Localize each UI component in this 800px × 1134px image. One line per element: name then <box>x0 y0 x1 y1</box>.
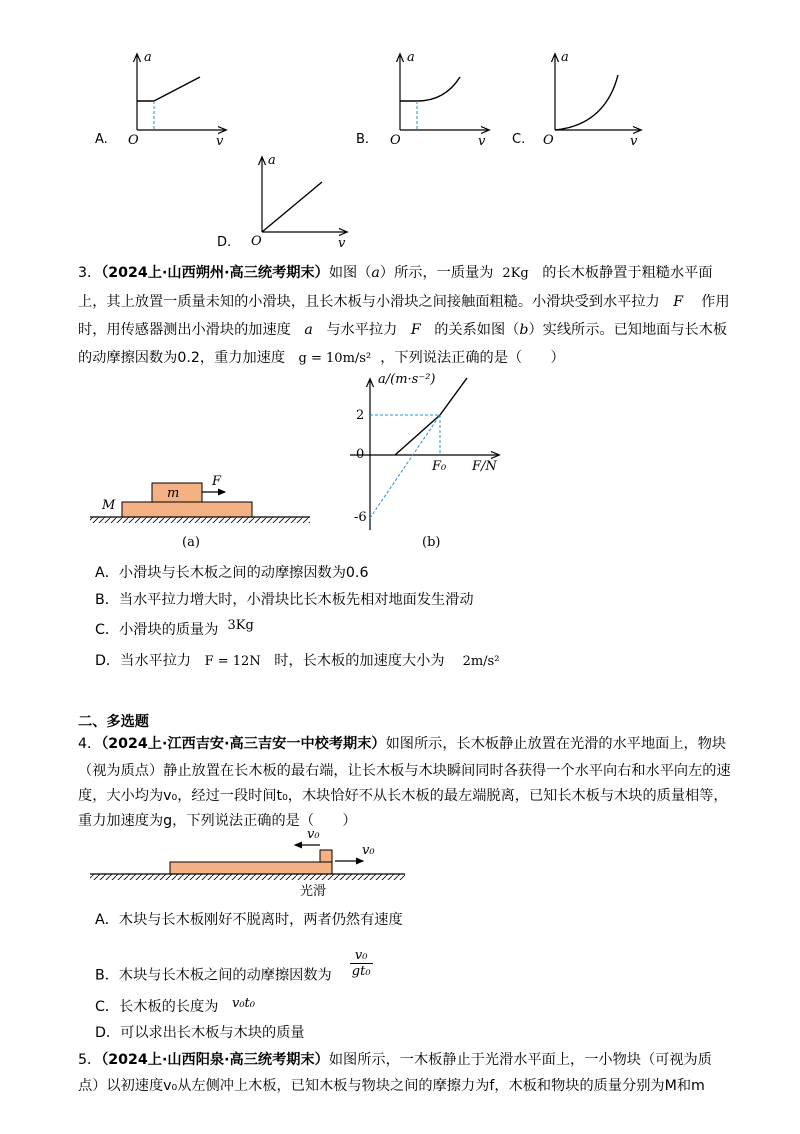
q3-option-d-text: 当水平拉力 <box>120 653 192 669</box>
q3-text-1a: 如图（ <box>328 265 372 281</box>
graph-d-axis-a: a <box>268 153 276 168</box>
graph-c-origin: O <box>543 133 554 148</box>
q5-line-2: 点）以初速度v₀从左侧冲上木板，已知木板与物块之间的摩擦力为f，木板和物块的质量分别为M和m <box>78 1078 705 1094</box>
q3-fig-b-ref: b <box>519 322 529 338</box>
q4-option-a[interactable] <box>95 910 403 930</box>
option-d-label[interactable]: D. <box>217 235 232 250</box>
graph-a-origin: O <box>128 133 139 148</box>
q3-text-3b: 与水平拉力 <box>326 322 398 338</box>
graph-d-axis-v: v <box>338 236 346 251</box>
q4-line-4: 重力加速度为g，下列说法正确的是（ ） <box>78 813 357 829</box>
q3-text-1b: ）所示，一质量为 <box>379 265 494 281</box>
q4-option-b-numerator: v₀ <box>350 948 373 964</box>
q3-accel-a: a <box>304 322 313 338</box>
q3-fig-a-M: M <box>102 498 116 513</box>
q3-option-b-text: 当水平拉力增大时，小滑块比长木板先相对地面发生滑动 <box>118 592 474 608</box>
q5-text-1: 如图所示，一木板静止于光滑水平面上，一小物块（可视为质 <box>328 1052 712 1068</box>
q3-option-a[interactable] <box>95 563 368 583</box>
q3-text-3c: 的关系如图（ <box>434 322 520 338</box>
q3-fig-b-F0: F₀ <box>432 459 447 474</box>
q4-option-c-text: 长木板的长度为 <box>119 999 219 1015</box>
graph-b-axis-a: a <box>407 50 415 65</box>
q3-fig-b-ym6: -6 <box>354 510 367 525</box>
q4-option-d-label: D． <box>95 1025 121 1041</box>
q4-figure <box>80 828 420 888</box>
option-c-label[interactable]: C. <box>512 132 526 147</box>
q3-option-d[interactable] <box>95 651 499 672</box>
q3-number: 3． <box>78 265 102 281</box>
q4-option-c-label: C． <box>95 999 120 1015</box>
q3-force-f-2: F <box>410 322 421 338</box>
graph-d <box>262 158 346 232</box>
q4-option-b[interactable] <box>95 948 373 991</box>
q4-option-b-denominator: gt₀ <box>351 964 371 979</box>
q4-option-d[interactable] <box>95 1023 305 1043</box>
q2-option-graphs <box>0 0 800 260</box>
q3-fig-b-ylabel: a/(m·s⁻²) <box>378 372 436 387</box>
graph-a-axis-v: v <box>216 134 224 149</box>
q5-line-1 <box>78 1050 738 1070</box>
q3-fig-b-y2: 2 <box>356 408 365 423</box>
q4-option-c[interactable] <box>95 997 255 1018</box>
q3-line-2 <box>78 292 738 312</box>
q3-force-f: F <box>673 294 684 310</box>
q4-option-c-math: v₀t₀ <box>231 996 255 1011</box>
q4-source: （2024上·江西吉安·高三吉安一中校考期末） <box>101 736 386 752</box>
q3-option-c[interactable] <box>95 620 254 641</box>
q4-option-b-label: B． <box>95 967 119 984</box>
q3-fig-b-y0: 0 <box>356 447 365 462</box>
q3-option-c-math: 3Kg <box>227 618 254 633</box>
q4-option-a-text: 木块与长木板刚好不脱离时，两者仍然有速度 <box>118 912 403 928</box>
q4-option-b-fraction <box>350 948 373 979</box>
q3-board <box>122 502 252 517</box>
q3-text-3a: 时，用传感器测出小滑块的加速度 <box>78 322 291 338</box>
q3-text-4b: ，下列说法正确的是（ ） <box>380 350 565 366</box>
q3-graph-line-1 <box>395 415 440 455</box>
graph-c <box>555 55 640 130</box>
q3-option-d-text2: 时，长木板的加速度大小为 <box>274 653 445 669</box>
q4-board <box>170 862 332 874</box>
q3-line-4 <box>78 348 738 369</box>
q3-text-2: 上，其上放置一质量未知的小滑块，且长木板与小滑块之间接触面粗糙。小滑块受到水平拉力 <box>78 294 660 310</box>
graph-a-axis-a: a <box>144 50 152 65</box>
q3-option-c-text: 小滑块的质量为 <box>119 622 219 638</box>
q3-graph-line-2 <box>440 378 467 415</box>
q4-number: 4． <box>78 736 102 752</box>
q4-fig-v0-right: v₀ <box>362 843 375 858</box>
q4-line-3: 度，大小均为v₀，经过一段时间t₀，木块恰好不从长木板的最左端脱离，已知长木板与木块的质量相等， <box>78 788 728 804</box>
q3-fig-a-caption: (a) <box>182 535 200 550</box>
graph-c-axis-v: v <box>630 134 638 149</box>
q3-option-d-math2: 2m/s² <box>462 654 500 669</box>
q3-text-2-end: 作用 <box>701 294 730 310</box>
q3-source: （2024上·山西朔州·高三统考期末） <box>101 265 329 281</box>
q3-text-1c: 的长木板静置于粗糙水平面 <box>542 265 713 281</box>
graph-b-axis-v: v <box>478 134 486 149</box>
q3-fig-a-m: m <box>167 486 180 501</box>
q3-text-4a: 的动摩擦因数为0.2，重力加速度 <box>78 350 286 366</box>
q3-text-3d: ）实线所示。已知地面与长木板 <box>528 322 728 338</box>
q4-block <box>320 850 332 862</box>
graph-d-origin: O <box>251 234 262 249</box>
q4-option-d-text: 可以求出长木板与木块的质量 <box>120 1025 305 1041</box>
option-b-label[interactable]: B. <box>356 132 370 147</box>
q3-option-d-label: D． <box>95 653 121 669</box>
q5-source: （2024上·山西阳泉·高三统考期末） <box>101 1052 329 1068</box>
q4-line-1 <box>78 734 738 754</box>
q3-gravity: g = 10m/s² <box>298 351 372 366</box>
option-a-label[interactable]: A. <box>95 132 108 147</box>
q3-mass: 2Kg <box>502 266 529 281</box>
q3-line-3 <box>78 320 738 340</box>
graph-c-axis-a: a <box>561 50 569 65</box>
q3-line-1 <box>78 263 738 284</box>
q4-fig-v0-left: v₀ <box>307 827 320 842</box>
q5-number: 5． <box>78 1052 102 1068</box>
q4-fig-ground: 光滑 <box>300 884 327 899</box>
q4-option-a-label: A． <box>95 912 119 928</box>
q4-text-1: 如图所示，长木板静止放置在光滑的水平地面上，物块 <box>385 736 727 752</box>
q3-fig-b-xlabel: F/N <box>472 459 497 474</box>
q4-line-2: （视为质点）静止放置在长木板的最右端，让长木板与木块瞬间同时各获得一个水平向右和水平向左的速 <box>78 763 731 779</box>
q3-option-b-label: B． <box>95 592 119 608</box>
graph-b-origin: O <box>390 133 401 148</box>
q3-fig-b-caption: (b) <box>422 535 441 550</box>
graph-a <box>137 55 225 130</box>
q3-fig-a-ref: a <box>371 265 380 281</box>
q3-option-a-text: 小滑块与长木板之间的动摩擦因数为0.6 <box>118 565 369 581</box>
q3-option-b[interactable] <box>95 590 474 610</box>
q3-fig-a-F: F <box>212 474 222 489</box>
graph-b <box>400 55 488 130</box>
q3-figure-a <box>80 470 320 550</box>
section-title-multi-choice: 二、多选题 <box>78 714 149 730</box>
q3-option-d-math: F = 12N <box>204 654 261 669</box>
q3-option-a-label: A． <box>95 565 119 581</box>
q4-option-b-text: 木块与长木板之间的动摩擦因数为 <box>118 967 332 984</box>
q3-option-c-label: C． <box>95 622 120 638</box>
